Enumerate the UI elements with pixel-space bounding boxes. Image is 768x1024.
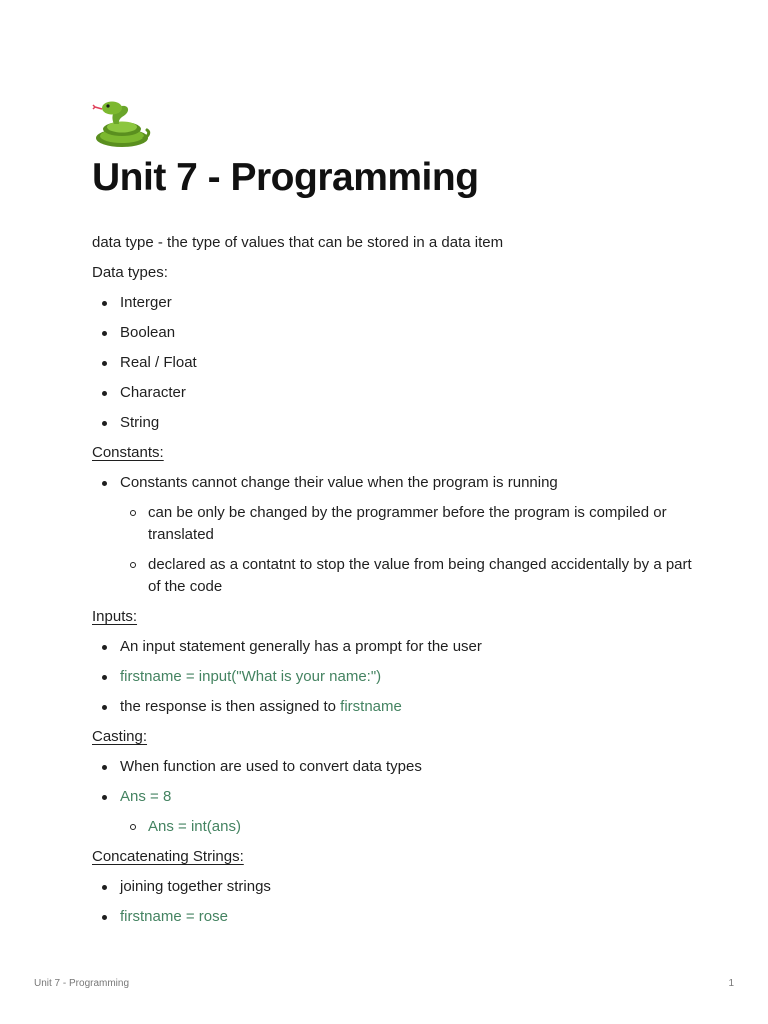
casting-heading: Casting: [92,728,148,745]
list-item [120,786,692,838]
list-item: joining together strings [120,876,692,898]
document-page [92,98,692,936]
casting-list [92,756,692,838]
list-item: Interger [120,292,692,314]
constants-item: Constants cannot change their value when the program is running [120,474,558,491]
data-types-list [92,292,692,434]
constants-heading-row [92,442,692,464]
concat-list [92,876,692,928]
list-item [120,906,692,928]
code-snippet: firstname = input("What is your name:") [120,668,382,685]
code-snippet: firstname = rose [120,908,228,925]
inputs-heading: Inputs: [92,608,138,625]
concat-heading-row [92,846,692,868]
footer-title: Unit 7 - Programming [34,978,130,989]
intro-text: data type - the type of values that can be stored in a data item [92,234,504,251]
list-item: Real / Float [120,352,692,374]
page-title: Unit 7 - Programming [92,156,479,199]
list-item: An input statement generally has a prompt for the user [120,636,692,658]
list-item: String [120,412,692,434]
sublist-item: declared as a contatnt to stop the value from being changed accidentally by a part of the code [148,554,692,598]
code-snippet: Ans = 8 [120,788,172,805]
casting-sublist [120,816,692,838]
constants-list [92,472,692,598]
list-item: Character [120,382,692,404]
page-content [92,232,692,928]
page-number: 1 [728,978,734,989]
data-types-heading: Data types: [92,264,168,281]
concat-heading: Concatenating Strings: [92,848,244,865]
list-item [120,696,692,718]
sublist-item: can be only be changed by the programmer before the program is compiled or translated [148,502,692,546]
code-snippet: Ans = int(ans) [148,818,241,835]
list-item: When function are used to convert data types [120,756,692,778]
inputs-list [92,636,692,718]
code-snippet: firstname [340,698,402,715]
constants-sublist [120,502,692,598]
inputs-heading-row [92,606,692,628]
list-item [120,666,692,688]
inputs-item-text: the response is then assigned to [120,698,341,715]
constants-heading: Constants: [92,444,164,461]
list-item: Boolean [120,322,692,344]
snake-icon [92,98,152,150]
list-item [120,472,692,598]
casting-heading-row [92,726,692,748]
sublist-item [148,816,692,838]
